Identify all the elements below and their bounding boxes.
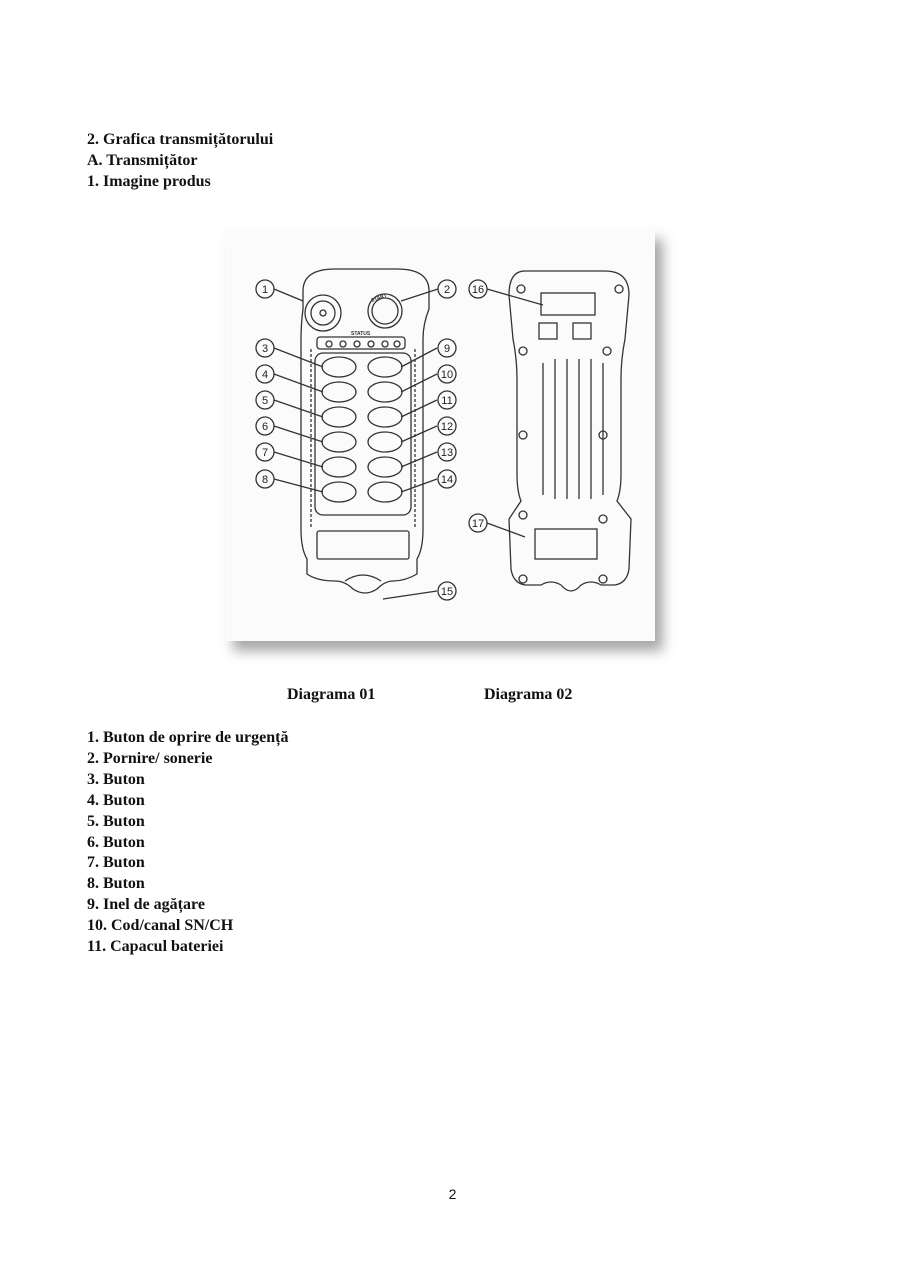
callout-2: 2 xyxy=(443,284,451,296)
subsection-heading: A. Transmițător xyxy=(87,152,198,169)
subsubsection-heading: 1. Imagine produs xyxy=(87,173,211,190)
legend-item: 6. Buton xyxy=(87,833,145,851)
product-figure xyxy=(225,229,655,641)
legend-item: 2. Pornire/ sonerie xyxy=(87,749,213,767)
legend-item: 7. Buton xyxy=(87,854,145,872)
legend-item: 4. Buton xyxy=(87,791,145,809)
legend-item: 10. Cod/canal SN/CH xyxy=(87,917,234,935)
legend-item: 1. Buton de oprire de urgență xyxy=(87,729,289,746)
callout-5: 5 xyxy=(261,395,269,407)
diagram2-callout-numbers xyxy=(472,284,484,530)
callout-6: 6 xyxy=(261,421,269,433)
legend-item: 11. Capacul bateriei xyxy=(87,938,224,956)
callout-10: 10 xyxy=(440,369,454,381)
callout-12: 12 xyxy=(440,421,454,433)
transmitter-diagrams xyxy=(225,229,655,641)
transmitter-front-view xyxy=(256,269,456,600)
diagram-1-caption: Diagrama 01 xyxy=(287,686,376,703)
button-grid xyxy=(322,357,402,502)
transmitter-rear-view xyxy=(469,271,631,591)
status-label: STATUS xyxy=(351,331,371,337)
legend-item: 8. Buton xyxy=(87,875,145,893)
callout-15: 15 xyxy=(440,586,454,598)
section-heading: 2. Grafica transmițătorului xyxy=(87,131,274,148)
callout-8: 8 xyxy=(261,474,269,486)
callout-11: 11 xyxy=(441,395,453,407)
page-number: 2 xyxy=(448,1186,457,1202)
callout-16: 16 xyxy=(471,284,485,296)
callout-4: 4 xyxy=(261,369,269,381)
legend-item: 5. Buton xyxy=(87,812,145,830)
diagram-2-caption: Diagrama 02 xyxy=(484,686,573,703)
callout-14: 14 xyxy=(440,474,454,486)
legend-item: 3. Buton xyxy=(87,770,145,788)
callout-9: 9 xyxy=(443,343,451,355)
parts-legend xyxy=(87,728,288,958)
callout-17: 17 xyxy=(471,518,485,530)
callout-3: 3 xyxy=(261,343,269,355)
heading-block xyxy=(87,129,273,192)
callout-13: 13 xyxy=(440,447,454,459)
start-label: START xyxy=(370,292,388,304)
callout-1: 1 xyxy=(261,284,269,296)
callout-7: 7 xyxy=(261,447,269,459)
legend-item: 9. Inel de agățare xyxy=(87,896,205,914)
